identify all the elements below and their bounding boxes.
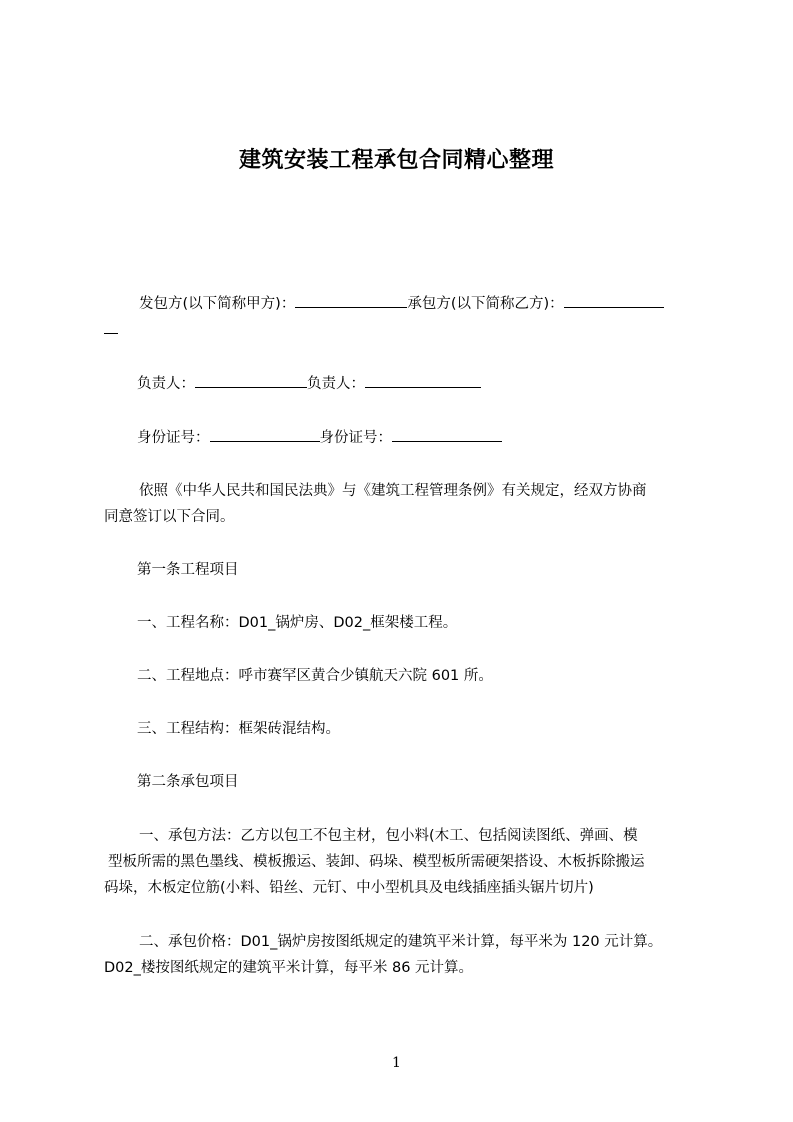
contractor-blank [564, 292, 664, 308]
id-blank-b [392, 426, 502, 442]
responsible-blank-a [195, 372, 307, 388]
id-label-a: 身份证号： [137, 430, 210, 446]
responsible-blank-b [365, 372, 481, 388]
issuer-label: 发包方(以下简称甲方)： [139, 296, 296, 312]
method-line-1: 一、承包方法：乙方以包工不包主材，包小料(木工、包括阅读图纸、弹画、模 [139, 828, 638, 844]
responsible-label-a: 负责人： [137, 376, 195, 392]
price-line-1: 二、承包价格：D01_锅炉房按图纸规定的建筑平米计算，每平米为 120 元计算。 [139, 934, 663, 950]
id-label-b: 身份证号： [319, 430, 392, 446]
intro-line-1: 依照《中华人民共和国民法典》与《建筑工程管理条例》有关规定，经双方协商 [139, 483, 647, 499]
article1-heading: 第一条工程项目 [137, 562, 239, 578]
contractor-blank-wrap [104, 318, 118, 340]
article1-item3: 三、工程结构：框架砖混结构。 [137, 721, 340, 737]
method-line-2: 型板所需的黑色墨线、模板搬运、装卸、码垛、模型板所需硬架搭设、木板拆除搬运 [108, 854, 645, 870]
article1-item2: 二、工程地点：呼市赛罕区黄合少镇航天六院 601 所。 [137, 668, 493, 684]
id-number-line [137, 426, 502, 448]
document-title: 建筑安装工程承包合同精心整理 [238, 148, 554, 173]
parties-line [139, 292, 664, 314]
page-number: 1 [392, 1055, 401, 1071]
price-line-2: D02_楼按图纸规定的建筑平米计算，每平米 86 元计算。 [104, 960, 474, 976]
contractor-label: 承包方(以下简称乙方)： [407, 296, 564, 312]
responsible-label-b: 负责人： [307, 376, 365, 392]
id-blank-a [210, 426, 320, 442]
contractor-blank-continued [104, 318, 118, 334]
issuer-blank [295, 292, 407, 308]
responsible-line [137, 372, 481, 394]
method-line-3: 码垛，木板定位筋(小料、铅丝、元钉、中小型机具及电线插座插头锯片切片) [104, 880, 594, 896]
article1-item1: 一、工程名称：D01_锅炉房、D02_框架楼工程。 [137, 615, 458, 631]
article2-heading: 第二条承包项目 [137, 774, 239, 790]
intro-line-2: 同意签订以下合同。 [104, 509, 235, 525]
